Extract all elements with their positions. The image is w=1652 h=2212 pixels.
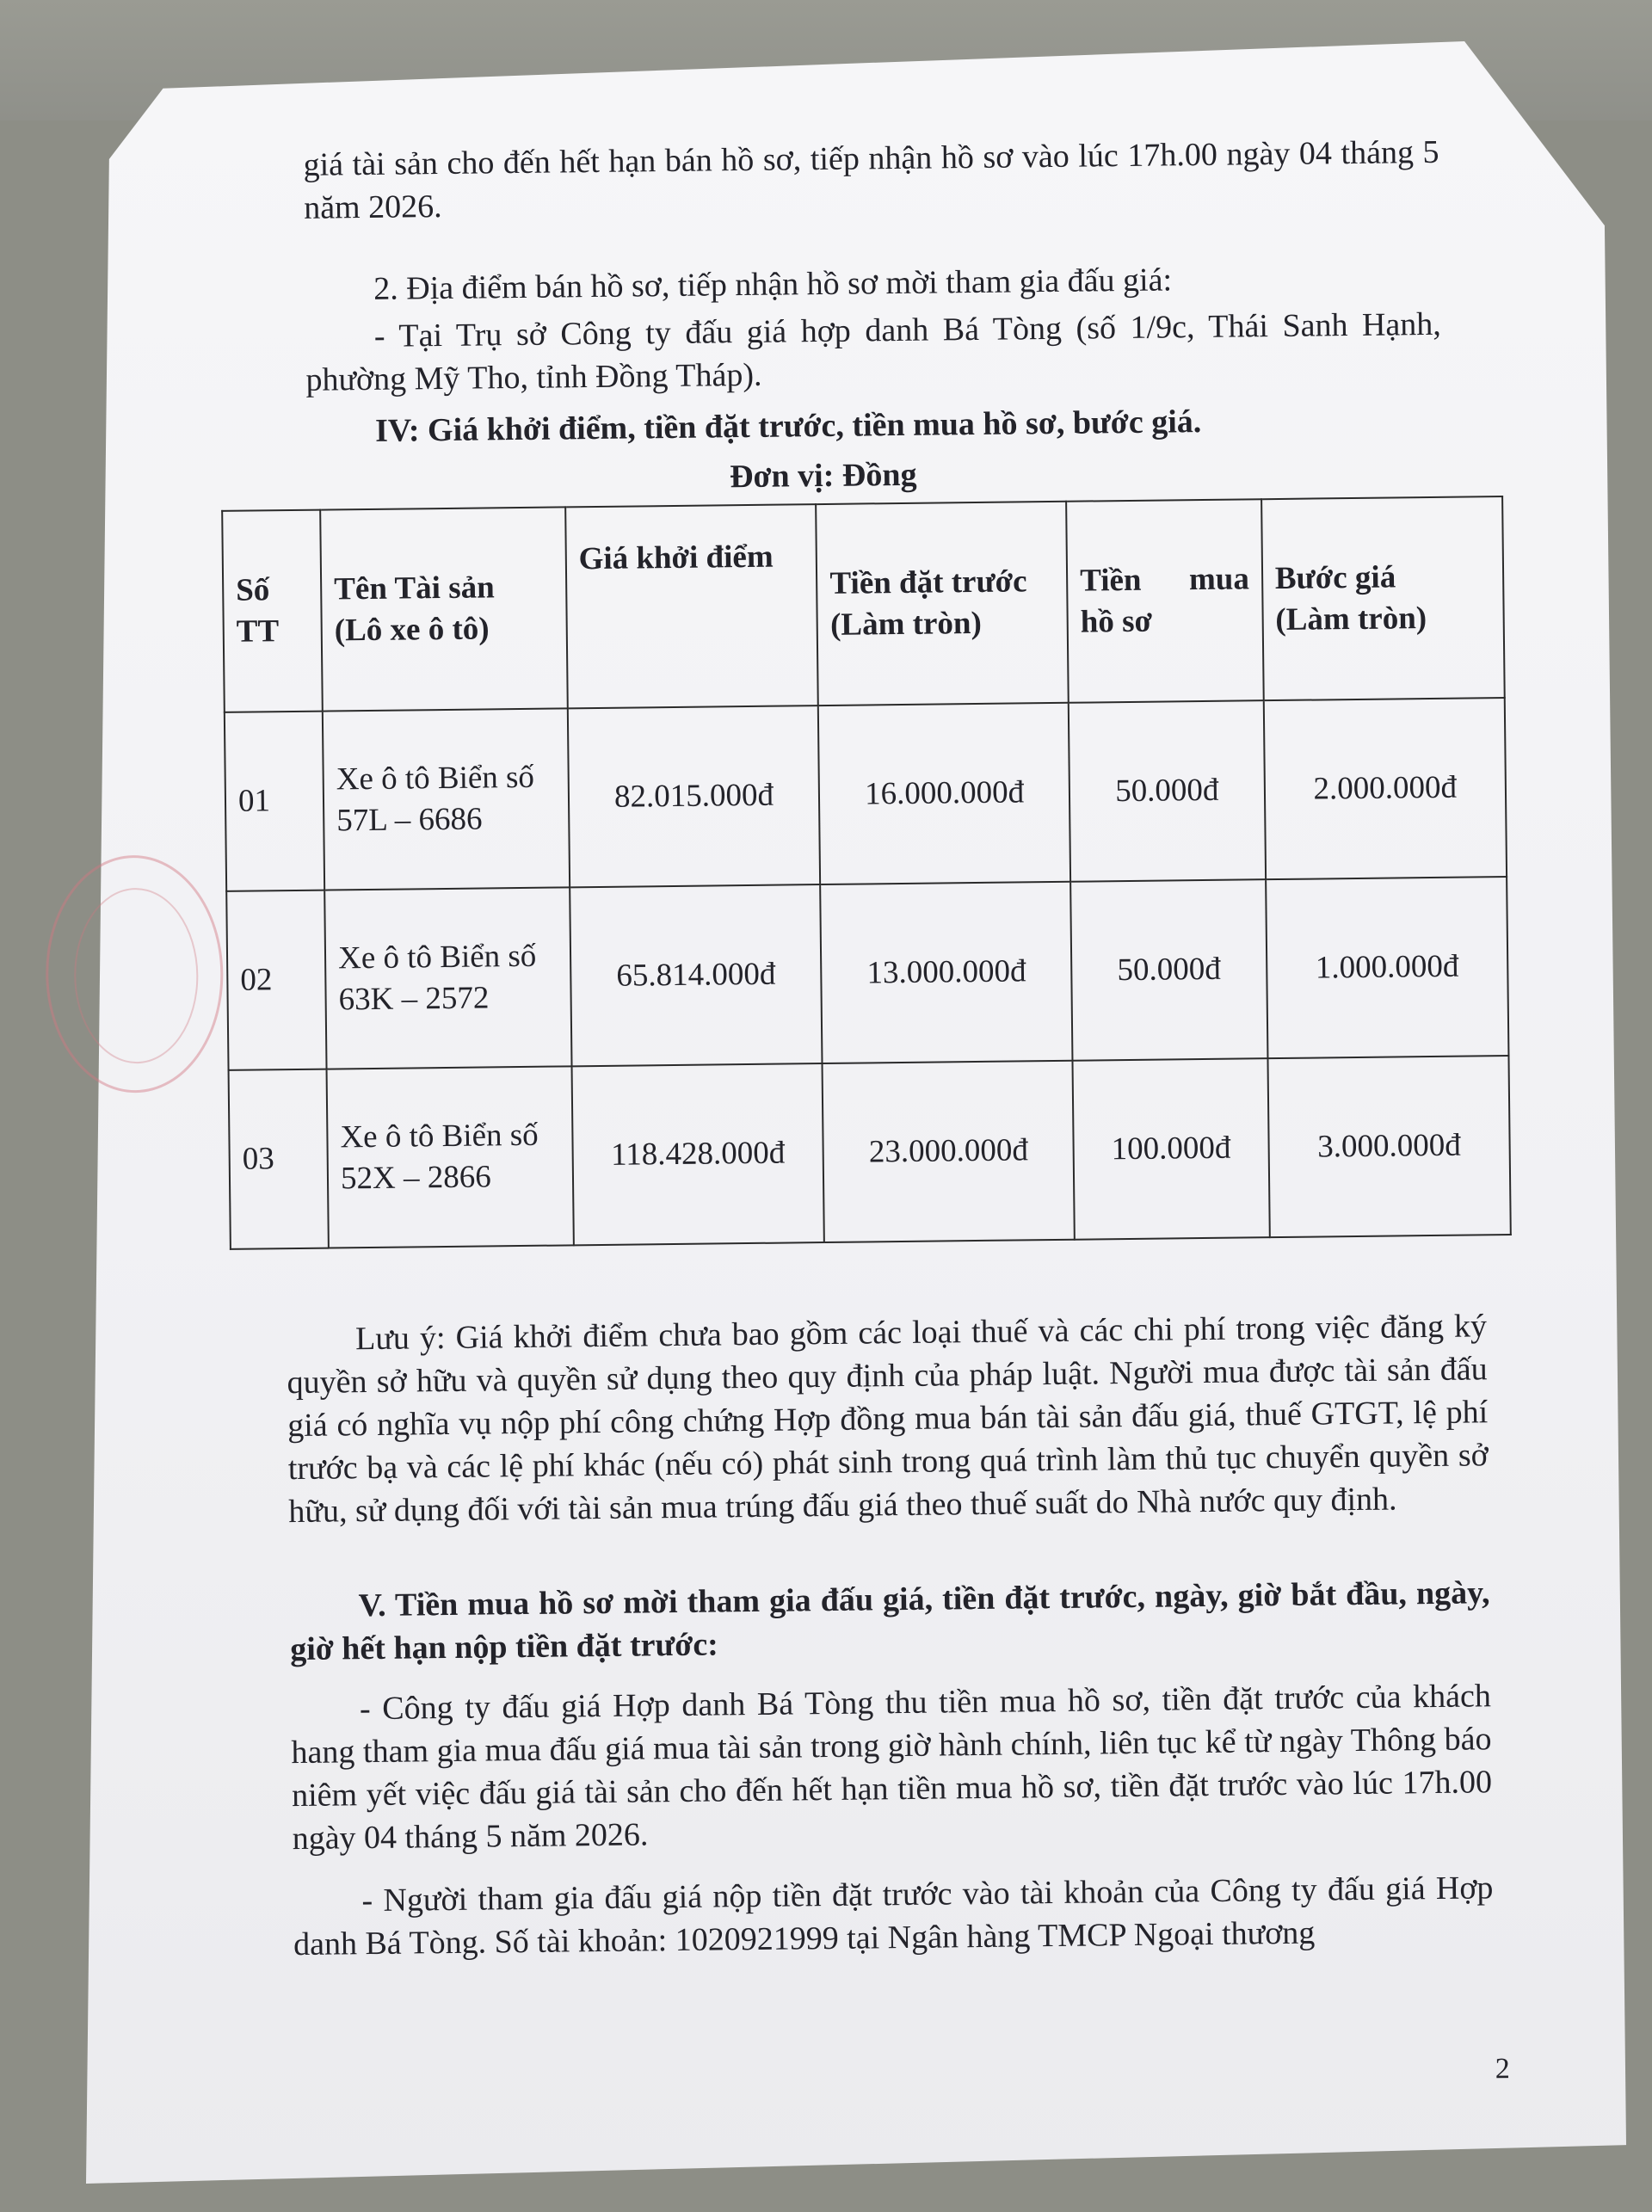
header-step-line2: (Làm tròn) (1275, 601, 1427, 638)
cell-stt: 02 (226, 890, 326, 1070)
cell-file-fee: 50.000đ (1069, 700, 1266, 882)
cell-deposit: 13.000.000đ (820, 882, 1072, 1063)
header-asset-name (320, 507, 567, 711)
table-row (229, 1056, 1511, 1249)
cell-step: 1.000.000đ (1266, 877, 1509, 1058)
cell-start-price: 118.428.000đ (571, 1063, 824, 1245)
cell-asset-plate: 63K – 2572 (338, 980, 490, 1018)
cell-file-fee: 100.000đ (1073, 1058, 1270, 1240)
section5-paragraph1: - Công ty đấu giá Hợp danh Bá Tòng thu tiền mua hồ sơ, tiền đặt trước của khách hang tham gia mua đấu giá mua tài sản trong giờ hành chính, liên tục kể từ ngày Thông báo niêm yết việc đấu giá tài sản cho đến hết hạn tiền mua hồ sơ, tiền đặt trước vào lúc 17h.00 ngày 04 tháng 5 năm 2026. (291, 1678, 1493, 1858)
header-file-fee-line2: hồ sơ (1080, 603, 1153, 640)
header-step-line1: Bước giá (1274, 559, 1396, 597)
section2-heading: 2. Địa điểm bán hồ sơ, tiếp nhận hồ sơ mời tham gia đấu giá: (373, 262, 1173, 307)
header-start-price: Giá khởi điểm (565, 504, 818, 708)
cell-asset-plate: 52X – 2866 (340, 1159, 491, 1197)
section5-paragraph2: - Người tham gia đấu giá nộp tiền đặt trước vào tài khoản của Công ty đấu giá Hợp danh Bá Tòng. Số tài khoản: 1020921999 tại Ngân hàng TMCP Ngoại thương (293, 1870, 1494, 1963)
section2-detail: - Tại Trụ sở Công ty đấu giá hợp danh Bá Tòng (số 1/9c, Thái Sanh Hạnh, phường Mỹ Tho, tỉnh Đồng Tháp). (305, 305, 1442, 398)
cell-stt: 03 (229, 1069, 329, 1249)
header-asset-name-line1: Tên Tài sản (333, 570, 495, 607)
cell-step: 3.000.000đ (1267, 1056, 1511, 1237)
header-file-fee-line1: Tiền mua (1079, 561, 1250, 599)
table-row (226, 877, 1508, 1070)
header-stt-line2: TT (236, 613, 280, 650)
table-header-row (222, 496, 1505, 712)
cell-deposit: 23.000.000đ (823, 1061, 1075, 1242)
section4-heading: IV: Giá khởi điểm, tiền đặt trước, tiền mua hồ sơ, bước giá. (374, 404, 1202, 449)
header-deposit-line1: Tiền đặt trước (829, 564, 1027, 601)
header-stt (222, 510, 323, 712)
table-row (225, 698, 1507, 891)
cell-asset-plate: 57L – 6686 (336, 801, 483, 839)
header-file-fee (1066, 499, 1263, 703)
cell-stt: 01 (225, 712, 324, 891)
header-stt-line1: Số (235, 572, 270, 608)
cell-asset-name-line1: Xe ô tô Biển số (336, 759, 535, 798)
cell-file-fee: 50.000đ (1070, 879, 1267, 1061)
cell-asset-name (323, 708, 570, 890)
header-deposit-line2: (Làm tròn) (829, 605, 983, 643)
cell-asset-name (324, 887, 571, 1069)
cell-asset-name (327, 1066, 574, 1248)
header-deposit (816, 502, 1068, 705)
cell-asset-name-line1: Xe ô tô Biển số (337, 938, 537, 977)
cell-step: 2.000.000đ (1263, 698, 1507, 879)
note-paragraph: Lưu ý: Giá khởi điểm chưa bao gồm các loại thuế và các chi phí trong việc đăng ký quyền sở hữu và quyền sử dụng theo quy định của pháp luật. Người mua được tài sản đấu giá có nghĩa vụ nộp phí công chứng Hợp đồng mua bán tài sản đấu giá, thuế GTGT, lệ phí trước bạ và các lệ phí khác (nếu có) phát sinh trong quá trình làm thủ tục chuyển quyền sở hữu, sử dụng đối với tài sản mua trúng đấu giá theo thuế suất do Nhà nước quy định. (287, 1308, 1489, 1531)
price-table (221, 496, 1512, 1250)
cell-deposit: 16.000.000đ (818, 703, 1070, 884)
header-asset-name-line2: (Lô xe ô tô) (334, 611, 490, 649)
stamp-inner-ring (73, 887, 199, 1064)
cell-asset-name-line1: Xe ô tô Biển số (340, 1117, 539, 1155)
unit-label: Đơn vị: Đồng (729, 456, 917, 496)
section5-heading: V. Tiền mua hồ sơ mời tham gia đấu giá, tiền đặt trước, ngày, giờ bắt đầu, ngày, giờ hết hạn nộp tiền đặt trước: (289, 1574, 1490, 1668)
header-step (1261, 496, 1505, 700)
page-number: 2 (1495, 2053, 1511, 2086)
cell-start-price: 65.814.000đ (570, 884, 823, 1066)
company-stamp (45, 854, 225, 1094)
cell-start-price: 82.015.000đ (568, 705, 821, 887)
intro-continuation: giá tài sản cho đến hết hạn bán hồ sơ, tiếp nhận hồ sơ vào lúc 17h.00 ngày 04 tháng 5 năm 2026. (303, 133, 1439, 226)
